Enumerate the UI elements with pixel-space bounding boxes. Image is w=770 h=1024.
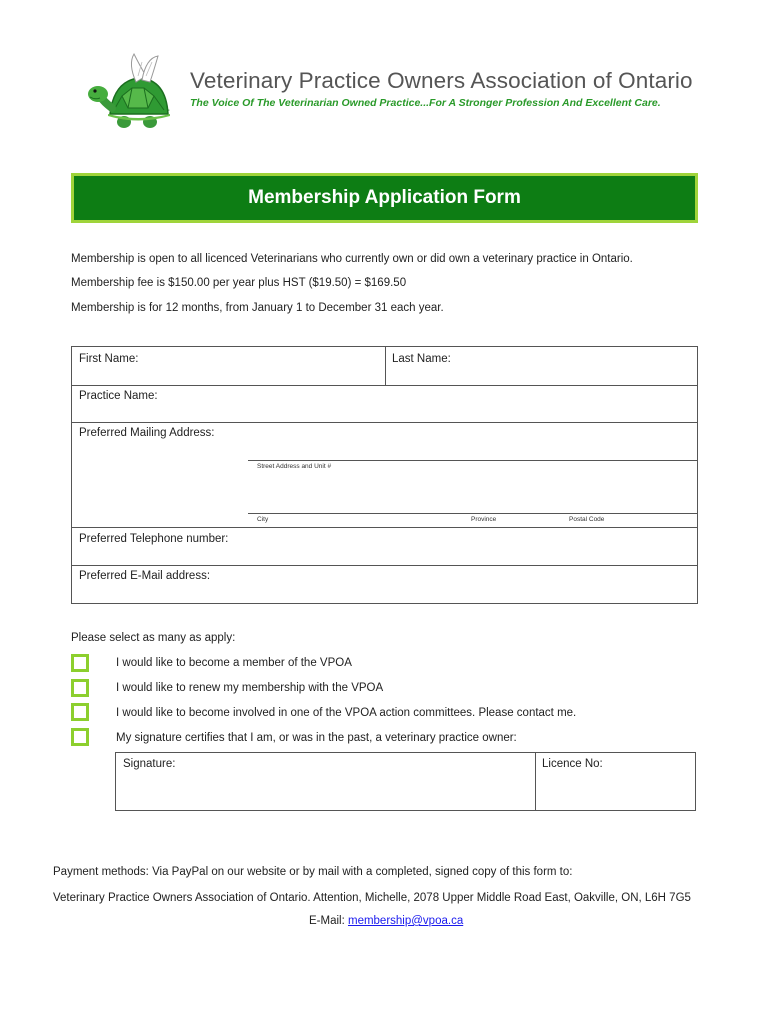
winged-turtle-logo-icon: [88, 52, 184, 134]
street-address-field[interactable]: [248, 461, 697, 513]
address-divider: [248, 513, 697, 514]
renew-membership-label: I would like to renew my membership with the VPOA: [116, 682, 384, 694]
renew-membership-checkbox[interactable]: [71, 679, 89, 697]
first-name-label: First Name:: [79, 353, 139, 365]
email-link[interactable]: membership@vpoa.ca: [347, 915, 464, 927]
licence-number-field[interactable]: [536, 753, 695, 810]
email-prefix: E-Mail:: [309, 915, 345, 927]
payment-methods: Payment methods: Via PayPal on our website or by mail with a completed, signed copy of this form to:: [53, 866, 573, 878]
first-name-field[interactable]: [72, 347, 384, 385]
page-title: Membership Application Form: [248, 187, 521, 208]
intro-term: Membership is for 12 months, from January 1 to December 31 each year.: [71, 302, 444, 314]
mailing-address-label: Preferred Mailing Address:: [79, 427, 215, 439]
email-line: [309, 915, 463, 927]
mailing-address: Veterinary Practice Owners Association of Ontario. Attention, Michelle, 2078 Upper Middle Road East, Oakville, ON, L6H 7G5: [53, 892, 691, 904]
organization-name: Veterinary Practice Owners Association of Ontario: [190, 68, 693, 93]
telephone-label: Preferred Telephone number:: [79, 533, 229, 545]
intro-fee: Membership fee is $150.00 per year plus HST ($19.50) = $169.50: [71, 277, 407, 289]
email-label: Preferred E-Mail address:: [79, 570, 211, 582]
title-banner: [71, 173, 698, 223]
owner-certify-checkbox[interactable]: [71, 728, 89, 746]
practice-name-label: Practice Name:: [79, 390, 158, 402]
owner-certify-label: My signature certifies that I am, or was in the past, a veterinary practice owner:: [116, 732, 517, 744]
committee-label: I would like to become involved in one of the VPOA action committees. Please contact me.: [116, 707, 577, 719]
become-member-checkbox[interactable]: [71, 654, 89, 672]
city-province-postal-field[interactable]: [248, 427, 697, 460]
email-field[interactable]: [72, 566, 697, 603]
province-label: Province: [471, 516, 497, 523]
signature-section: [115, 752, 696, 811]
committee-checkbox[interactable]: [71, 703, 89, 721]
intro-eligibility: Membership is open to all licenced Veterinarians who currently own or did own a veterinary practice in Ontario.: [71, 253, 633, 265]
street-address-label: Street Address and Unit #: [257, 463, 332, 470]
signature-label: Signature:: [123, 758, 176, 770]
tagline: The Voice Of The Veterinarian Owned Practice...For A Stronger Profession And Excellent Care.: [190, 97, 661, 109]
last-name-field[interactable]: [386, 347, 697, 385]
become-member-label: I would like to become a member of the VPOA: [116, 657, 352, 669]
telephone-field[interactable]: [72, 528, 697, 565]
postal-code-label: Postal Code: [569, 516, 605, 523]
city-label: City: [257, 516, 269, 523]
row-divider: [72, 422, 697, 423]
last-name-label: Last Name:: [392, 353, 451, 365]
member-info-form: [71, 346, 698, 604]
signature-field[interactable]: [116, 753, 534, 810]
practice-name-field[interactable]: [72, 386, 697, 422]
licence-number-label: Licence No:: [542, 758, 603, 770]
checklist-prompt: Please select as many as apply:: [71, 632, 236, 644]
